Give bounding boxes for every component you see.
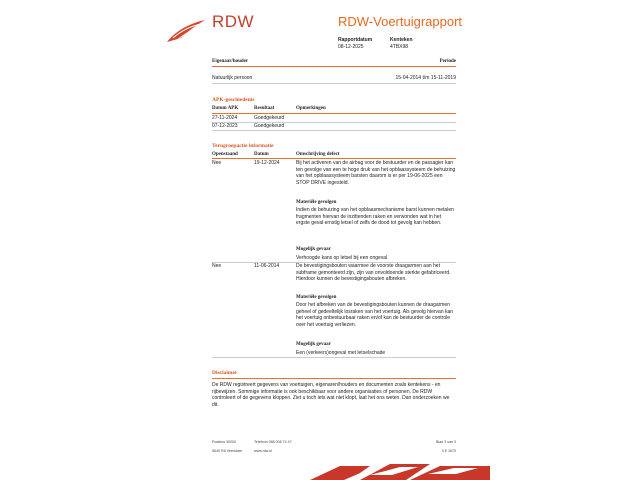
recall-damage-text: Indien de behuizing van het opblaasmechanisme barst kunnen metalen fragmenten hiervan de inzittenden raken en verwonden wat in het ergste geval ernstig letsel of zelfs de dood tot gevolg kan hebben. <box>296 207 454 227</box>
period-column-header: Periode <box>439 59 456 64</box>
recall-section-title: Terugroepactie informatie <box>212 143 274 149</box>
apk-row-date: 07-12-2023 <box>212 123 238 129</box>
recall-date: 11-06-2014 <box>254 263 280 269</box>
report-date-label: Rapportdatum <box>338 37 373 43</box>
apk-row-date: 27-11-2024 <box>212 115 238 121</box>
footer-website: www.rdw.nl <box>254 449 272 453</box>
document-title: RDW-Voertuigrapport <box>338 14 463 29</box>
disclaimer-rule <box>212 378 456 379</box>
report-date-value: 08-12-2025 <box>338 44 364 50</box>
apk-header-date: Datum APK <box>212 106 239 111</box>
apk-header-remarks: Opmerkingen <box>296 106 326 111</box>
recall-danger-label: Mogelijk gevaar <box>296 247 331 252</box>
recall-open-status: Nee <box>212 160 222 166</box>
owner-column-header: Eigenaar/houder <box>212 59 249 64</box>
footer-phone: Telefoon 088 008 74 47 <box>254 440 292 444</box>
owner-period: 15-04-2014 t/m 15-11-2019 <box>395 75 456 81</box>
recall-damage-text: Door het afbreken van de bevestigingsbouten kunnen de draagarmen geheel of gedeeltelijk losraken van het voertuig. Als gevolg hiervan kan het voertuig onbestuurbaar raken en/of kan de bestuurder de controle over het voertuig verliezen. <box>296 302 454 328</box>
recall-header-rule <box>212 158 456 159</box>
apk-section-title: APK-geschiedenis <box>212 97 255 103</box>
apk-header-result: Resultaat <box>254 106 275 111</box>
recall-header-date: Datum <box>254 152 269 157</box>
recall-defect-description: Bij het activeren van de airbag voor de bestuurder en de passagier kan ten gevolge van een te hoge druk van het opblaassysteem de behuizing van het opblaassysteem barsten daarom is er per 19-06-2025 een STOP DRIVE ingesteld. <box>296 160 456 186</box>
apk-bottom-rule <box>212 130 456 131</box>
recall-bottom-rule <box>212 357 456 358</box>
footer-page-number: Blad 3 van 3 <box>436 440 456 444</box>
plate-block <box>390 37 413 51</box>
apk-header-rule <box>212 113 456 114</box>
recall-danger-text: Verhoogde kans op letsel bij een ongeval <box>296 255 388 261</box>
footer-city: 9640 RA Veendam <box>212 449 242 453</box>
report-date-block <box>338 37 372 51</box>
recall-danger-text: Een (verkeers)ongeval met letselschade <box>296 350 386 356</box>
recall-date: 19-12-2024 <box>254 160 280 166</box>
recall-header-open: Openstaand <box>212 152 238 157</box>
footer-stripes-icon <box>310 462 490 480</box>
apk-row-result: Goedgekeurd <box>254 115 285 121</box>
recall-danger-label: Mogelijk gevaar <box>296 342 331 347</box>
owner-bottom-rule <box>212 83 456 84</box>
disclaimer-text: De RDW registreert gegevens van voertuigen, eigenaren/houders en documenten zoals kentekens - en rijbewijzen. Sommige informatie is ook beschikbaar voor andere organisaties of personen. De RDW controleert of de gegevens kloppen. Ziet u toch iets wat niet klopt, laat het ons weten. Dan onderzoeken we dit. <box>212 382 450 408</box>
rdw-wing-logo-icon <box>165 18 207 44</box>
brand-name: RDW <box>212 12 255 31</box>
disclaimer-title: Disclaimer <box>212 370 238 376</box>
recall-defect-description: De bevestigingsbouten waarmee de voorste draagarmen aan het subframe gemonteerd zijn, zijn van onvoldoende sterkte gefabriceerd. Hierdoor kunnen de bevestigingsbouten afbreken. <box>296 263 451 283</box>
apk-row-result: Goedgekeurd <box>254 123 285 129</box>
recall-damage-label: Materiële gevolgen <box>296 295 337 300</box>
owner-header-rule <box>212 66 456 67</box>
footer-postbox: Postbus 30000 <box>212 440 236 444</box>
apk-row-divider <box>212 122 456 123</box>
plate-label: Kenteken <box>390 37 413 43</box>
owner-type: Natuurlijk persoon <box>212 75 253 81</box>
recall-damage-label: Materiële gevolgen <box>296 200 337 205</box>
plate-value: 4TBX98 <box>390 44 409 50</box>
recall-open-status: Nee <box>212 263 222 269</box>
recall-header-defect: Omschrijving defect <box>296 152 340 157</box>
footer-code: 3 E 1670 <box>441 449 456 453</box>
